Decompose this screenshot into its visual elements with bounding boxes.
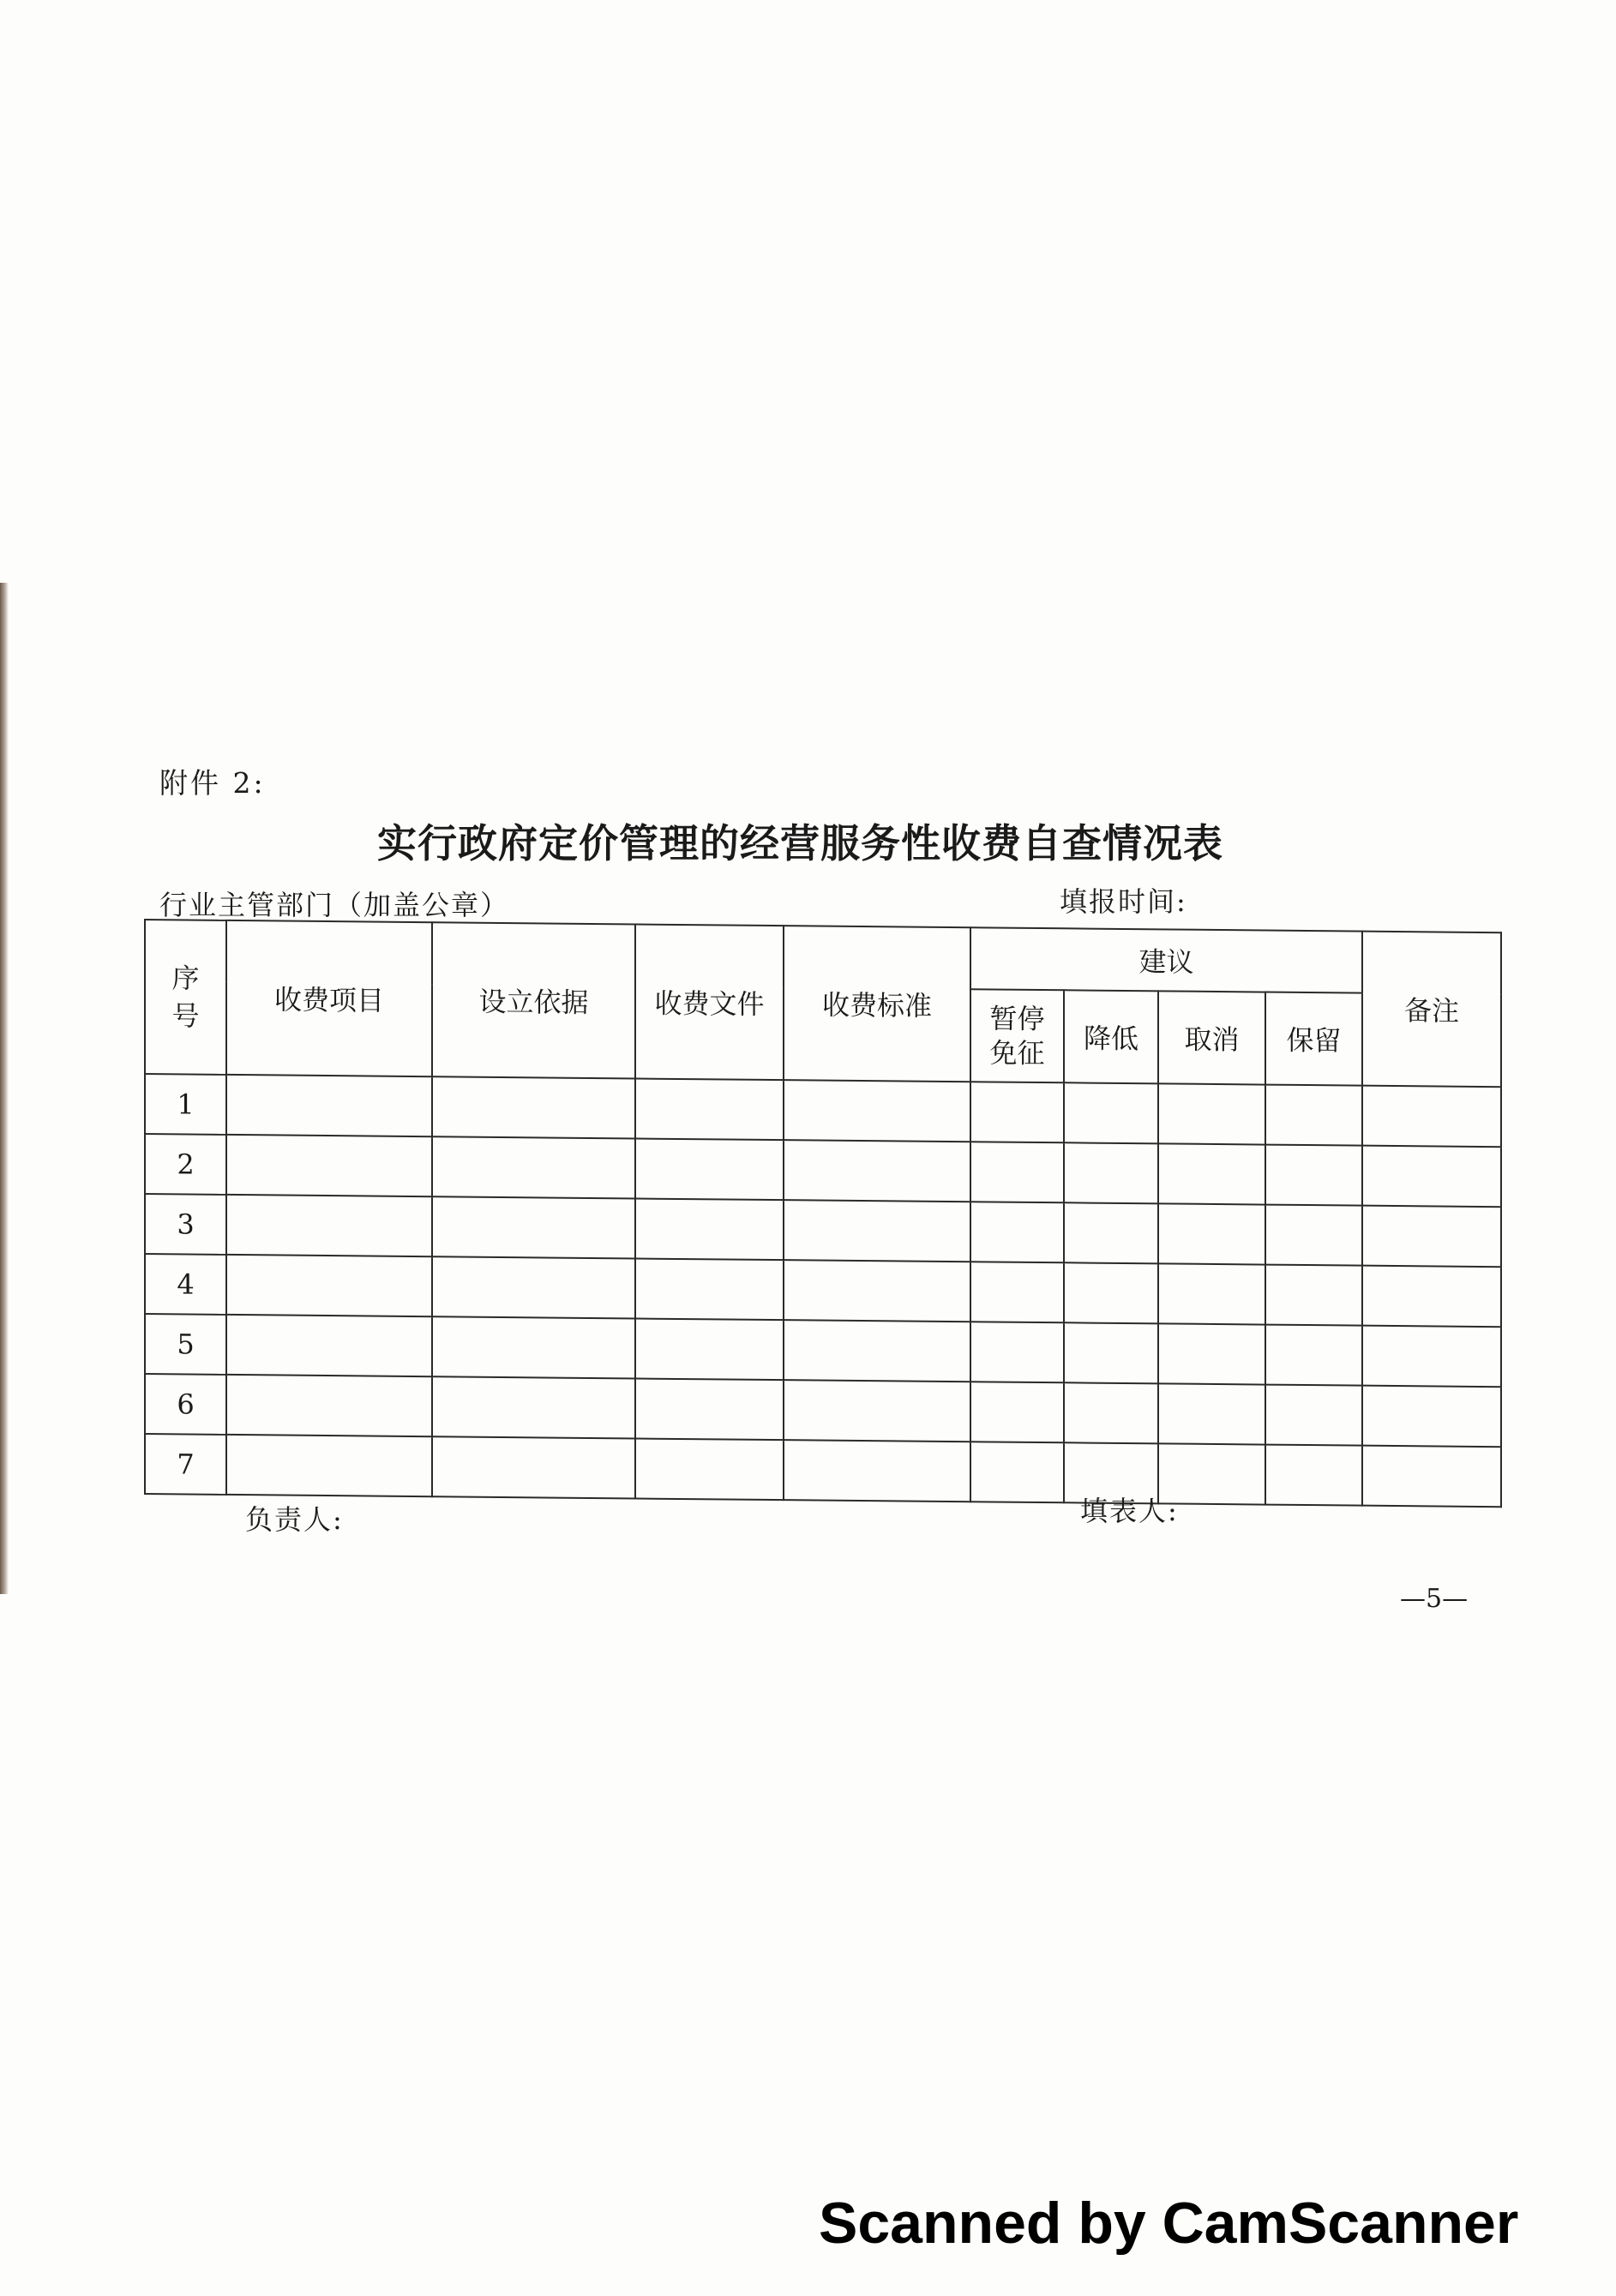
table-cell [432, 1196, 635, 1258]
header-seq [145, 920, 226, 1075]
table-cell [1362, 1206, 1501, 1268]
table-cell [432, 1436, 635, 1498]
table-cell [226, 1435, 432, 1496]
header-retain: 保留 [1265, 992, 1362, 1086]
attachment-label: 附件 2: [159, 766, 266, 800]
table-cell [784, 1380, 970, 1442]
page-number: —5— [1400, 1584, 1469, 1614]
table-cell [1362, 1326, 1501, 1388]
table-cell [1158, 1263, 1265, 1324]
row-number: 3 [145, 1194, 226, 1255]
table-cell [970, 1082, 1064, 1142]
table-cell [635, 1319, 784, 1381]
table-cell [1265, 1085, 1362, 1146]
row-number: 7 [145, 1434, 226, 1495]
table-cell [432, 1136, 635, 1198]
table-cell [1265, 1325, 1362, 1386]
fill-date-label: 填报时间: [1060, 885, 1187, 918]
row-number: 5 [145, 1314, 226, 1375]
table-cell [1064, 1082, 1158, 1143]
form-filler-label: 填表人: [1080, 1495, 1179, 1527]
table-cell [784, 1260, 970, 1322]
table-cell [226, 1135, 432, 1196]
table-body [145, 1074, 1501, 1507]
header-remarks: 备注 [1362, 932, 1501, 1088]
table-cell [784, 1200, 970, 1262]
table-cell [432, 1376, 635, 1438]
header-standard: 收费标准 [784, 926, 970, 1082]
table-cell [970, 1142, 1064, 1202]
table-cell [1265, 1205, 1362, 1266]
table-cell [1362, 1386, 1501, 1448]
document-title: 实行政府定价管理的经营服务性收费自查情况表 [377, 820, 1223, 866]
table-cell [226, 1375, 432, 1436]
table-cell [970, 1442, 1064, 1502]
row-number: 1 [145, 1074, 226, 1135]
table-cell [1064, 1322, 1158, 1383]
table-cell [970, 1202, 1064, 1262]
header-suggestion-group: 建议 [970, 927, 1362, 992]
scanner-watermark: Scanned by CamScanner [819, 2191, 1519, 2256]
table-cell [1265, 1145, 1362, 1206]
header-suspend [970, 989, 1064, 1082]
table-cell [1362, 1146, 1501, 1208]
table-cell [432, 1316, 635, 1378]
table-cell [1064, 1202, 1158, 1263]
table-cell [1158, 1203, 1265, 1264]
header-basis: 设立依据 [432, 922, 635, 1078]
table-cell [1362, 1266, 1501, 1328]
table-cell [226, 1315, 432, 1376]
responsible-person-label: 负责人: [245, 1503, 344, 1536]
row-number: 2 [145, 1134, 226, 1195]
table-cell [1265, 1265, 1362, 1326]
table-cell [1362, 1446, 1501, 1508]
table-cell [635, 1079, 784, 1141]
header-item: 收费项目 [226, 920, 432, 1076]
header-cancel: 取消 [1158, 991, 1265, 1084]
table-cell [226, 1075, 432, 1136]
table-cell [1158, 1143, 1265, 1204]
table-cell [635, 1259, 784, 1321]
table-cell [635, 1379, 784, 1441]
table-cell [432, 1256, 635, 1318]
row-number: 4 [145, 1254, 226, 1315]
table-cell [970, 1262, 1064, 1322]
table-cell [226, 1195, 432, 1256]
table-row [145, 1434, 1501, 1507]
table-cell [635, 1199, 784, 1261]
header-document: 收费文件 [635, 925, 784, 1081]
table-cell [635, 1439, 784, 1501]
table-cell [1064, 1262, 1158, 1323]
scan-edge-shadow [0, 583, 9, 1594]
table-cell [784, 1320, 970, 1382]
self-check-table [144, 919, 1502, 1508]
table-cell [1158, 1323, 1265, 1384]
table-cell [1265, 1445, 1362, 1506]
header-reduce: 降低 [1064, 990, 1158, 1083]
table-cell [635, 1139, 784, 1201]
header-suspend-text: 暂停免征 [989, 1002, 1045, 1070]
table-cell [1158, 1083, 1265, 1144]
table-cell [1064, 1142, 1158, 1203]
row-number: 6 [145, 1374, 226, 1435]
table-cell [784, 1440, 970, 1502]
table-cell [1064, 1382, 1158, 1443]
table-cell [970, 1382, 1064, 1442]
table-cell [784, 1140, 970, 1202]
table-cell [1362, 1086, 1501, 1148]
header-seq-text: 序号 [171, 962, 200, 1033]
table-cell [1265, 1385, 1362, 1446]
table-cell [432, 1076, 635, 1138]
department-label: 行业主管部门（加盖公章） [159, 889, 510, 921]
table-cell [226, 1255, 432, 1316]
table-cell [970, 1322, 1064, 1382]
table-cell [784, 1080, 970, 1142]
table-cell [1158, 1383, 1265, 1444]
